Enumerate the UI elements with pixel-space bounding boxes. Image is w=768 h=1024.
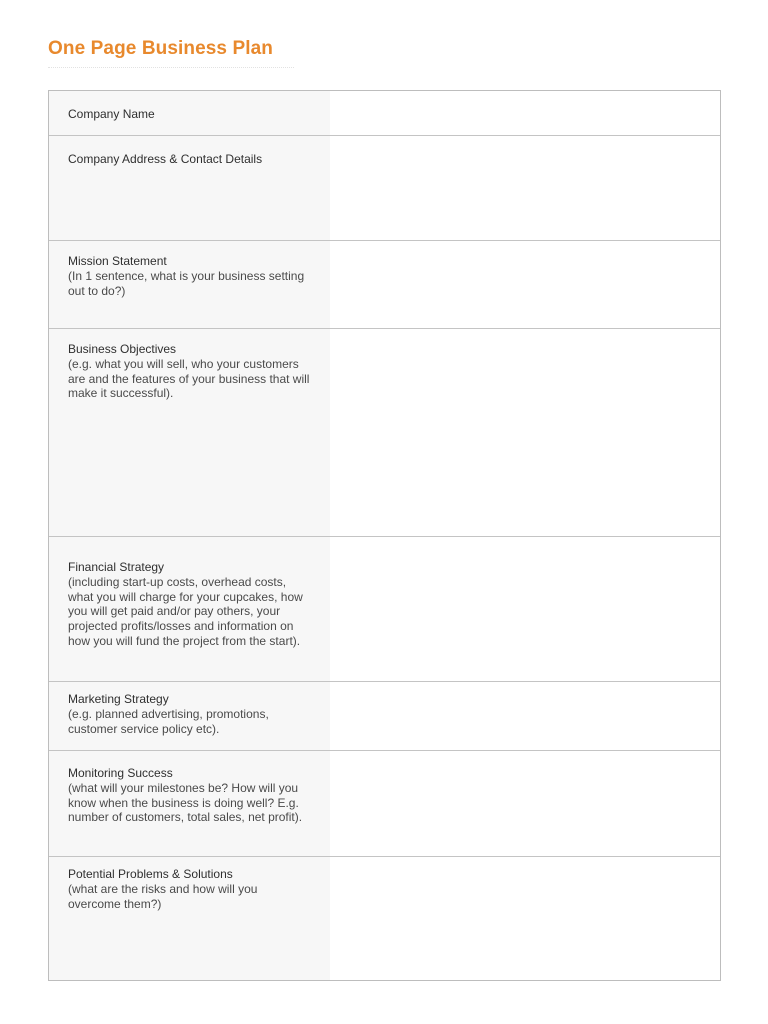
row-label: [49, 682, 330, 750]
row-description: (e.g. planned advertising, promotions, customer service policy etc).: [68, 706, 269, 736]
row-monitoring-success: [49, 750, 720, 856]
monitoring-success-field[interactable]: [330, 751, 720, 856]
company-address-field[interactable]: [330, 136, 720, 240]
title-divider: [48, 67, 294, 68]
row-title: Marketing Strategy: [68, 692, 169, 706]
potential-problems-field[interactable]: [330, 857, 720, 980]
row-label: [49, 241, 330, 328]
row-label: [49, 91, 330, 135]
row-company-address: [49, 135, 720, 240]
row-label: [49, 857, 330, 980]
row-title: Financial Strategy: [68, 560, 165, 574]
row-title: Company Address & Contact Details: [68, 152, 263, 166]
row-company-name: [49, 91, 720, 135]
marketing-strategy-field[interactable]: [330, 682, 720, 750]
row-description: (e.g. what you will sell, who your customers are and the features of your business that will make it successful).: [68, 356, 310, 401]
row-title: Monitoring Success: [68, 766, 173, 780]
row-title: Potential Problems & Solutions: [68, 867, 233, 881]
row-potential-problems: [49, 856, 720, 980]
row-financial-strategy: [49, 536, 720, 681]
row-title: Business Objectives: [68, 342, 177, 356]
mission-statement-field[interactable]: [330, 241, 720, 328]
row-label: [49, 751, 330, 856]
financial-strategy-field[interactable]: [330, 537, 720, 681]
document-title: One Page Business Plan: [48, 38, 274, 59]
row-description: (including start-up costs, overhead costs, what you will charge for your cupcakes, how you will get paid and/or pay others, your projected profits/losses and information on how you will fund the project from the start).: [68, 574, 303, 648]
business-plan-table: [48, 90, 721, 981]
row-description: (In 1 sentence, what is your business setting out to do?): [68, 268, 305, 298]
row-description: (what are the risks and how will you overcome them?): [68, 881, 258, 911]
business-objectives-field[interactable]: [330, 329, 720, 536]
row-label: [49, 136, 330, 240]
row-label: [49, 537, 330, 681]
row-mission-statement: [49, 240, 720, 328]
company-name-field[interactable]: [330, 91, 720, 135]
row-label: [49, 329, 330, 536]
row-description: (what will your milestones be? How will you know when the business is doing well? E.g. number of customers, total sales, net profit).: [68, 780, 303, 825]
row-marketing-strategy: [49, 681, 720, 750]
row-title: Company Name: [68, 107, 155, 121]
row-business-objectives: [49, 328, 720, 536]
row-title: Mission Statement: [68, 254, 167, 268]
